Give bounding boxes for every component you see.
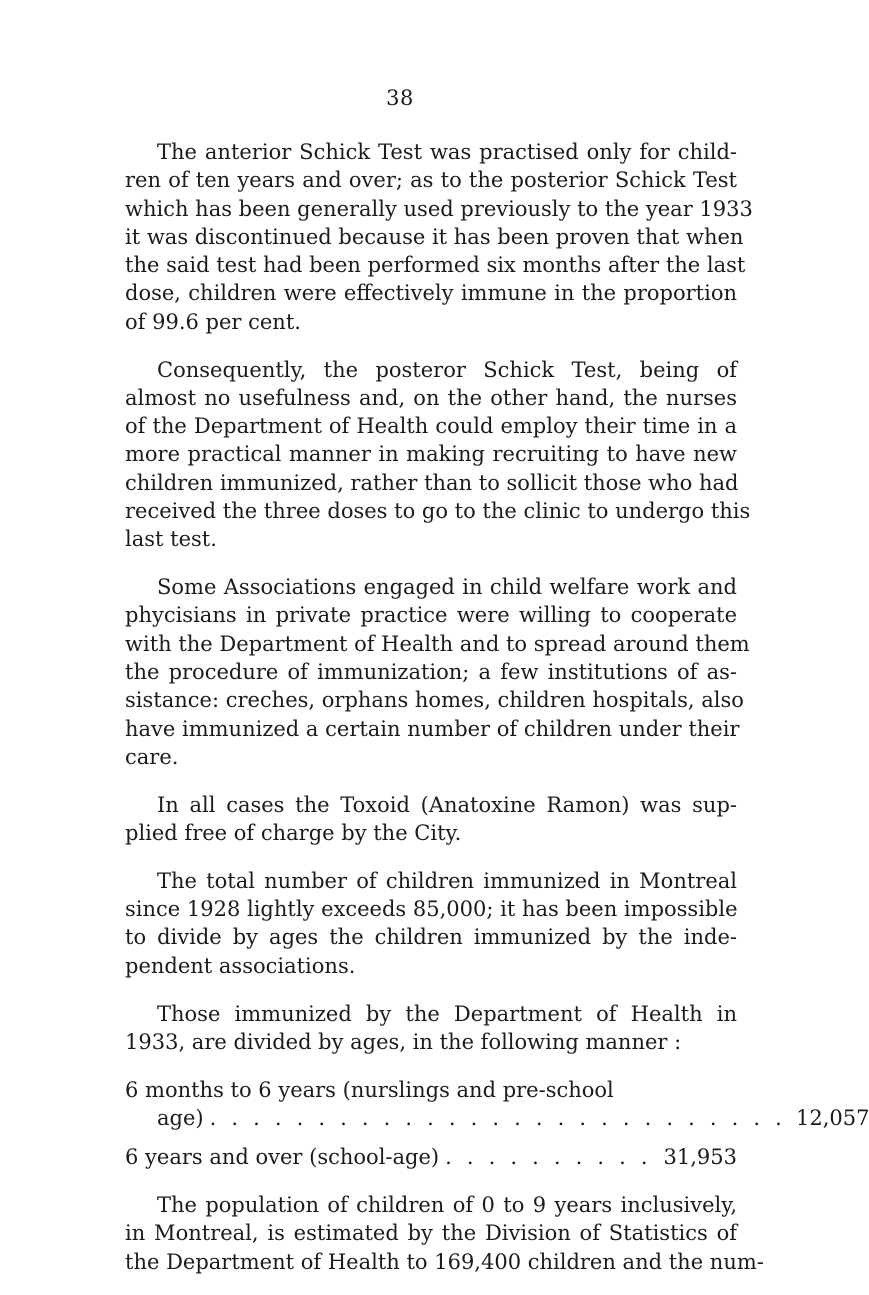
text-line: plied free of charge by the City.	[125, 821, 462, 846]
text-line: of the Department of Health could employ their time in a	[125, 414, 737, 439]
text-line: more practical manner in making recruiting to have new	[125, 442, 737, 467]
text-line: to divide by ages the children immunized by the inde-	[125, 925, 737, 950]
text-line: the Department of Health to 169,400 children and the num-	[125, 1249, 764, 1274]
paragraph-schick-test	[125, 138, 753, 336]
paragraph-toxoid	[125, 791, 737, 848]
text-line: almost no usefulness and, on the other hand, the nurses	[125, 385, 737, 410]
age-group-label-continued: age)	[157, 1105, 204, 1130]
paragraph-associations	[125, 573, 750, 771]
paragraph-population	[125, 1191, 764, 1276]
age-group-count: 12,057	[795, 1105, 869, 1130]
text-line: the said test had been performed six months after the last	[125, 253, 746, 278]
text-line: Those immunized by the Department of Health in	[157, 1001, 737, 1026]
text-line: Consequently, the posteror Schick Test, being of	[157, 357, 737, 382]
age-group-count: 31,953	[663, 1145, 737, 1170]
dot-leader: . . . . . . . . . .	[445, 1145, 652, 1170]
text-line: which has been generally used previously to the year 1933	[125, 196, 753, 221]
text-line: sistance: creches, orphans homes, children hospitals, also	[125, 688, 744, 713]
text-line: children immunized, rather than to sollicit those who had	[125, 470, 739, 495]
text-line: pendent associations.	[125, 953, 356, 978]
age-group-label: 6 months to 6 years (nurslings and pre-school	[125, 1077, 614, 1102]
text-line: The total number of children immunized in Montreal	[157, 868, 737, 893]
text-line: The anterior Schick Test was practised only for child-	[157, 140, 737, 164]
text-line: in Montreal, is estimated by the Division of Statistics of	[125, 1221, 737, 1246]
list-item	[125, 1076, 869, 1133]
text-line: dose, children were effectively immune in the proportion	[125, 281, 737, 306]
page-number: 38	[386, 86, 414, 110]
text-line: In all cases the Toxoid (Anatoxine Ramon) was sup-	[157, 792, 737, 817]
body-text	[125, 138, 869, 1295]
text-line: Some Associations engaged in child welfare work and	[157, 575, 737, 600]
text-line: ren of ten years and over; as to the posterior Schick Test	[125, 168, 737, 193]
text-line: since 1928 lightly exceeds 85,000; it has been impossible	[125, 897, 738, 922]
paragraph-consequently	[125, 356, 751, 554]
text-line: of 99.6 per cent.	[125, 309, 301, 334]
list-item	[125, 1143, 737, 1171]
age-group-label: 6 years and over (school-age)	[125, 1145, 440, 1170]
paragraph-total-number	[125, 867, 737, 980]
text-line: received the three doses to go to the clinic to undergo this	[125, 499, 751, 524]
text-line: have immunized a certain number of children under their	[125, 716, 740, 741]
text-line: with the Department of Health and to spread around them	[125, 631, 750, 656]
text-line: the procedure of immunization; a few institutions of as-	[125, 660, 737, 685]
text-line: phycisians in private practice were willing to cooperate	[125, 603, 737, 628]
text-line: The population of children of 0 to 9 years inclusively,	[157, 1193, 737, 1217]
age-breakdown-list	[125, 1076, 869, 1172]
text-line: last test.	[125, 527, 217, 552]
text-line: it was discontinued because it has been proven that when	[125, 224, 744, 249]
dot-leader: . . . . . . . . . . . . . . . . . . . . . . . . . . .	[209, 1105, 786, 1130]
text-line: care.	[125, 744, 179, 769]
paragraph-divided-by-ages	[125, 1000, 737, 1057]
text-line: 1933, are divided by ages, in the following manner :	[125, 1029, 682, 1054]
